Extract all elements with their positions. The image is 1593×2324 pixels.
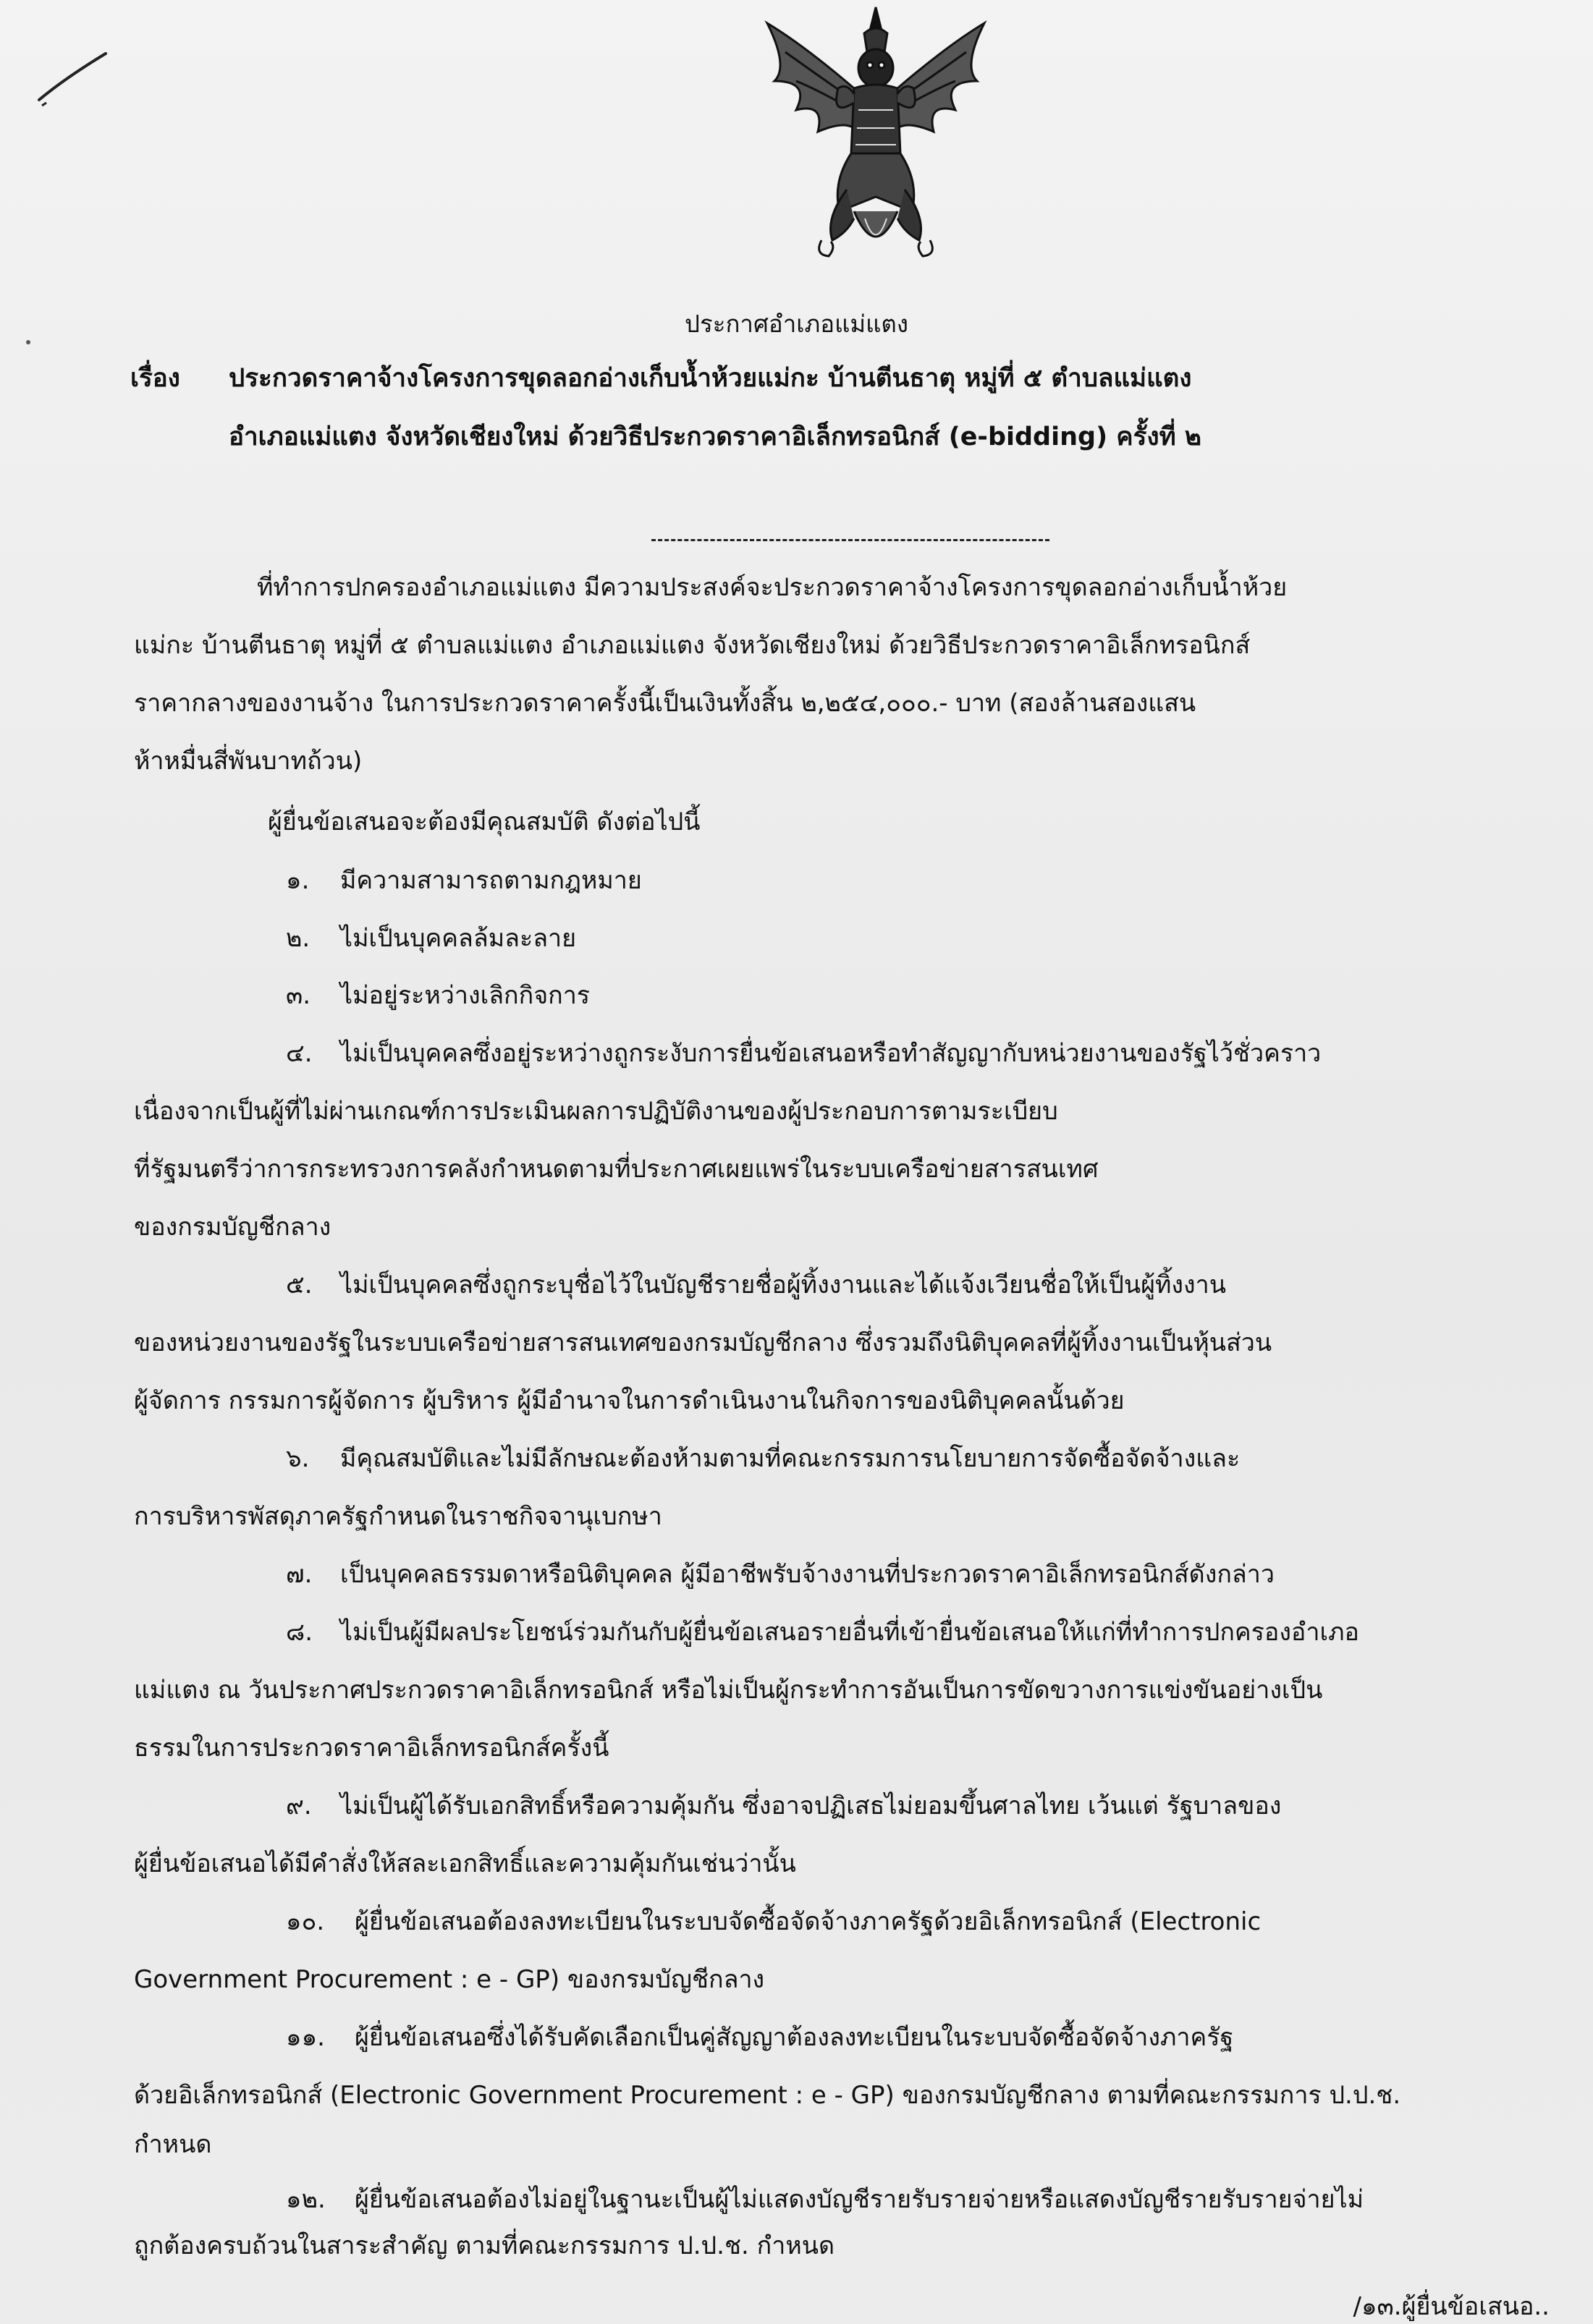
item-11-line-2: ด้วยอิเล็กทรอนิกส์ (Electronic Government Procurement : e - GP) ของกรมบัญชีกลาง ตามที่คณะกรรมการ ป.ป.ช.: [134, 2081, 1401, 2110]
header-divider: [651, 539, 1049, 541]
item-9-line-2: ผู้ยื่นข้อเสนอได้มีคำสั่งให้สละเอกสิทธิ์และความคุ้มกันเช่นว่านั้น: [134, 1849, 796, 1878]
item-10-line-1: ผู้ยื่นข้อเสนอต้องลงทะเบียนในระบบจัดซื้อจัดจ้างภาครัฐด้วยอิเล็กทรอนิกส์ (Electronic: [355, 1907, 1262, 1936]
item-4-line-3: ที่รัฐมนตรีว่าการกระทรวงการคลังกำหนดตามที่ประกาศเผยแพร่ในระบบเครือข่ายสารสนเทศ: [134, 1155, 1099, 1184]
item-8-line-1: ไม่เป็นผู้มีผลประโยชน์ร่วมกันกับผู้ยื่นข้อเสนอรายอื่นที่เข้ายื่นข้อเสนอให้แก่ที่ทำการปกครองอำเภอ: [340, 1618, 1359, 1647]
item-8-line-3: ธรรมในการประกวดราคาอิเล็กทรอนิกส์ครั้งนี้: [134, 1734, 609, 1763]
item-11-num: ๑๑.: [286, 2023, 325, 2052]
item-6-line-1: มีคุณสมบัติและไม่มีลักษณะต้องห้ามตามที่คณะกรรมการนโยบายการจัดซื้อจัดจ้างและ: [340, 1444, 1241, 1473]
item-12-line-1: ผู้ยื่นข้อเสนอต้องไม่อยู่ในฐานะเป็นผู้ไม่แสดงบัญชีรายรับรายจ่ายหรือแสดงบัญชีรายรับรายจ่ายไม่: [355, 2185, 1364, 2214]
item-4-line-1: ไม่เป็นบุคคลซึ่งอยู่ระหว่างถูกระงับการยื่นข้อเสนอหรือทำสัญญากับหน่วยงานของรัฐไว้ชั่วคราว: [340, 1039, 1322, 1068]
intro-line-2: แม่กะ บ้านตีนธาตุ หมู่ที่ ๕ ตำบลแม่แตง อำเภอแม่แตง จังหวัดเชียงใหม่ ด้วยวิธีประกวดราคาอิเล็กทรอนิกส์: [134, 631, 1251, 660]
item-10-line-2: Government Procurement : e - GP) ของกรมบัญชีกลาง: [134, 1965, 765, 1994]
item-12-num: ๑๒.: [286, 2185, 326, 2214]
item-11-line-1: ผู้ยื่นข้อเสนอซึ่งได้รับคัดเลือกเป็นคู่สัญญาต้องลงทะเบียนในระบบจัดซื้อจัดจ้างภาครัฐ: [355, 2023, 1234, 2052]
item-5-line-2: ของหน่วยงานของรัฐในระบบเครือข่ายสารสนเทศของกรมบัญชีกลาง ซึ่งรวมถึงนิติบุคคลที่ผู้ทิ้งงานเป็นหุ้นส่วน: [134, 1328, 1272, 1357]
item-5-num: ๕.: [286, 1271, 313, 1299]
subject-text-1: ประกวดราคาจ้างโครงการขุดลอกอ่างเก็บน้ำห้วยแม่กะ บ้านตีนธาตุ หมู่ที่ ๕ ตำบลแม่แตง: [229, 364, 1192, 393]
item-6-line-2: การบริหารพัสดุภาครัฐกำหนดในราชกิจจานุเบกษา: [134, 1502, 662, 1531]
item-4-line-4: ของกรมบัญชีกลาง: [134, 1213, 331, 1242]
item-9-line-1: ไม่เป็นผู้ได้รับเอกสิทธิ์หรือความคุ้มกัน ซึ่งอาจปฏิเสธไม่ยอมขึ้นศาลไทย เว้นแต่ รัฐบาลของ: [340, 1791, 1282, 1820]
item-1-num: ๑.: [286, 866, 310, 895]
item-11-line-3: กำหนด: [134, 2130, 212, 2159]
item-10-num: ๑๐.: [286, 1907, 325, 1936]
item-4-line-2: เนื่องจากเป็นผู้ที่ไม่ผ่านเกณฑ์การประเมินผลการปฏิบัติงานของผู้ประกอบการตามระเบียบ: [134, 1097, 1058, 1126]
item-7-num: ๗.: [286, 1560, 313, 1589]
item-1-text: มีความสามารถตามกฎหมาย: [340, 866, 642, 895]
item-9-num: ๙.: [286, 1791, 312, 1820]
subject-line-2: อำเภอแม่แตง จังหวัดเชียงใหม่ ด้วยวิธีประกวดราคาอิเล็กทรอนิกส์ (e-bidding) ครั้งที่ ๒: [229, 423, 1201, 451]
item-6-num: ๖.: [286, 1444, 310, 1473]
item-4-num: ๔.: [286, 1039, 313, 1068]
subject-line-1: [130, 361, 1534, 396]
continuation-note: /๑๓.ผู้ยื่นข้อเสนอ..: [1353, 2292, 1550, 2321]
qualification-heading: ผู้ยื่นข้อเสนอจะต้องมีคุณสมบัติ ดังต่อไปนี้: [268, 807, 701, 836]
item-3-text: ไม่อยู่ระหว่างเลิกกิจการ: [340, 981, 591, 1010]
agency-title: ประกาศอำเภอแม่แตง: [685, 310, 908, 338]
pen-stroke-mark: [36, 49, 109, 114]
garuda-emblem-icon: [745, 1, 1006, 271]
intro-line-3: ราคากลางของงานจ้าง ในการประกวดราคาครั้งนี้เป็นเงินทั้งสิ้น ๒,๒๕๔,๐๐๐.- บาท (สองล้านสองแสน: [134, 689, 1196, 718]
item-12-line-2: ถูกต้องครบถ้วนในสาระสำคัญ ตามที่คณะกรรมการ ป.ป.ช. กำหนด: [134, 2231, 835, 2260]
item-7-text: เป็นบุคคลธรรมดาหรือนิติบุคคล ผู้มีอาชีพรับจ้างงานที่ประกวดราคาอิเล็กทรอนิกส์ดังกล่าว: [340, 1560, 1275, 1589]
item-5-line-3: ผู้จัดการ กรรมการผู้จัดการ ผู้บริหาร ผู้มีอำนาจในการดำเนินงานในกิจการของนิติบุคคลนั้นด้วย: [134, 1386, 1125, 1415]
item-8-num: ๘.: [286, 1618, 313, 1647]
subject-label: เรื่อง: [130, 364, 180, 393]
item-5-line-1: ไม่เป็นบุคคลซึ่งถูกระบุชื่อไว้ในบัญชีรายชื่อผู้ทิ้งงานและได้แจ้งเวียนชื่อให้เป็นผู้ทิ้งงาน: [340, 1271, 1226, 1299]
intro-line-1: ที่ทำการปกครองอำเภอแม่แตง มีความประสงค์จะประกวดราคาจ้างโครงการขุดลอกอ่างเก็บน้ำห้วย: [257, 573, 1288, 602]
item-2-num: ๒.: [286, 924, 310, 953]
item-8-line-2: แม่แตง ณ วันประกาศประกวดราคาอิเล็กทรอนิกส์ หรือไม่เป็นผู้กระทำการอันเป็นการขัดขวางการแข่งขันอย่างเป็น: [134, 1676, 1323, 1705]
item-2-text: ไม่เป็นบุคคลล้มละลาย: [340, 924, 577, 953]
item-3-num: ๓.: [286, 981, 311, 1010]
intro-line-4: ห้าหมื่นสี่พันบาทถ้วน): [134, 747, 363, 776]
